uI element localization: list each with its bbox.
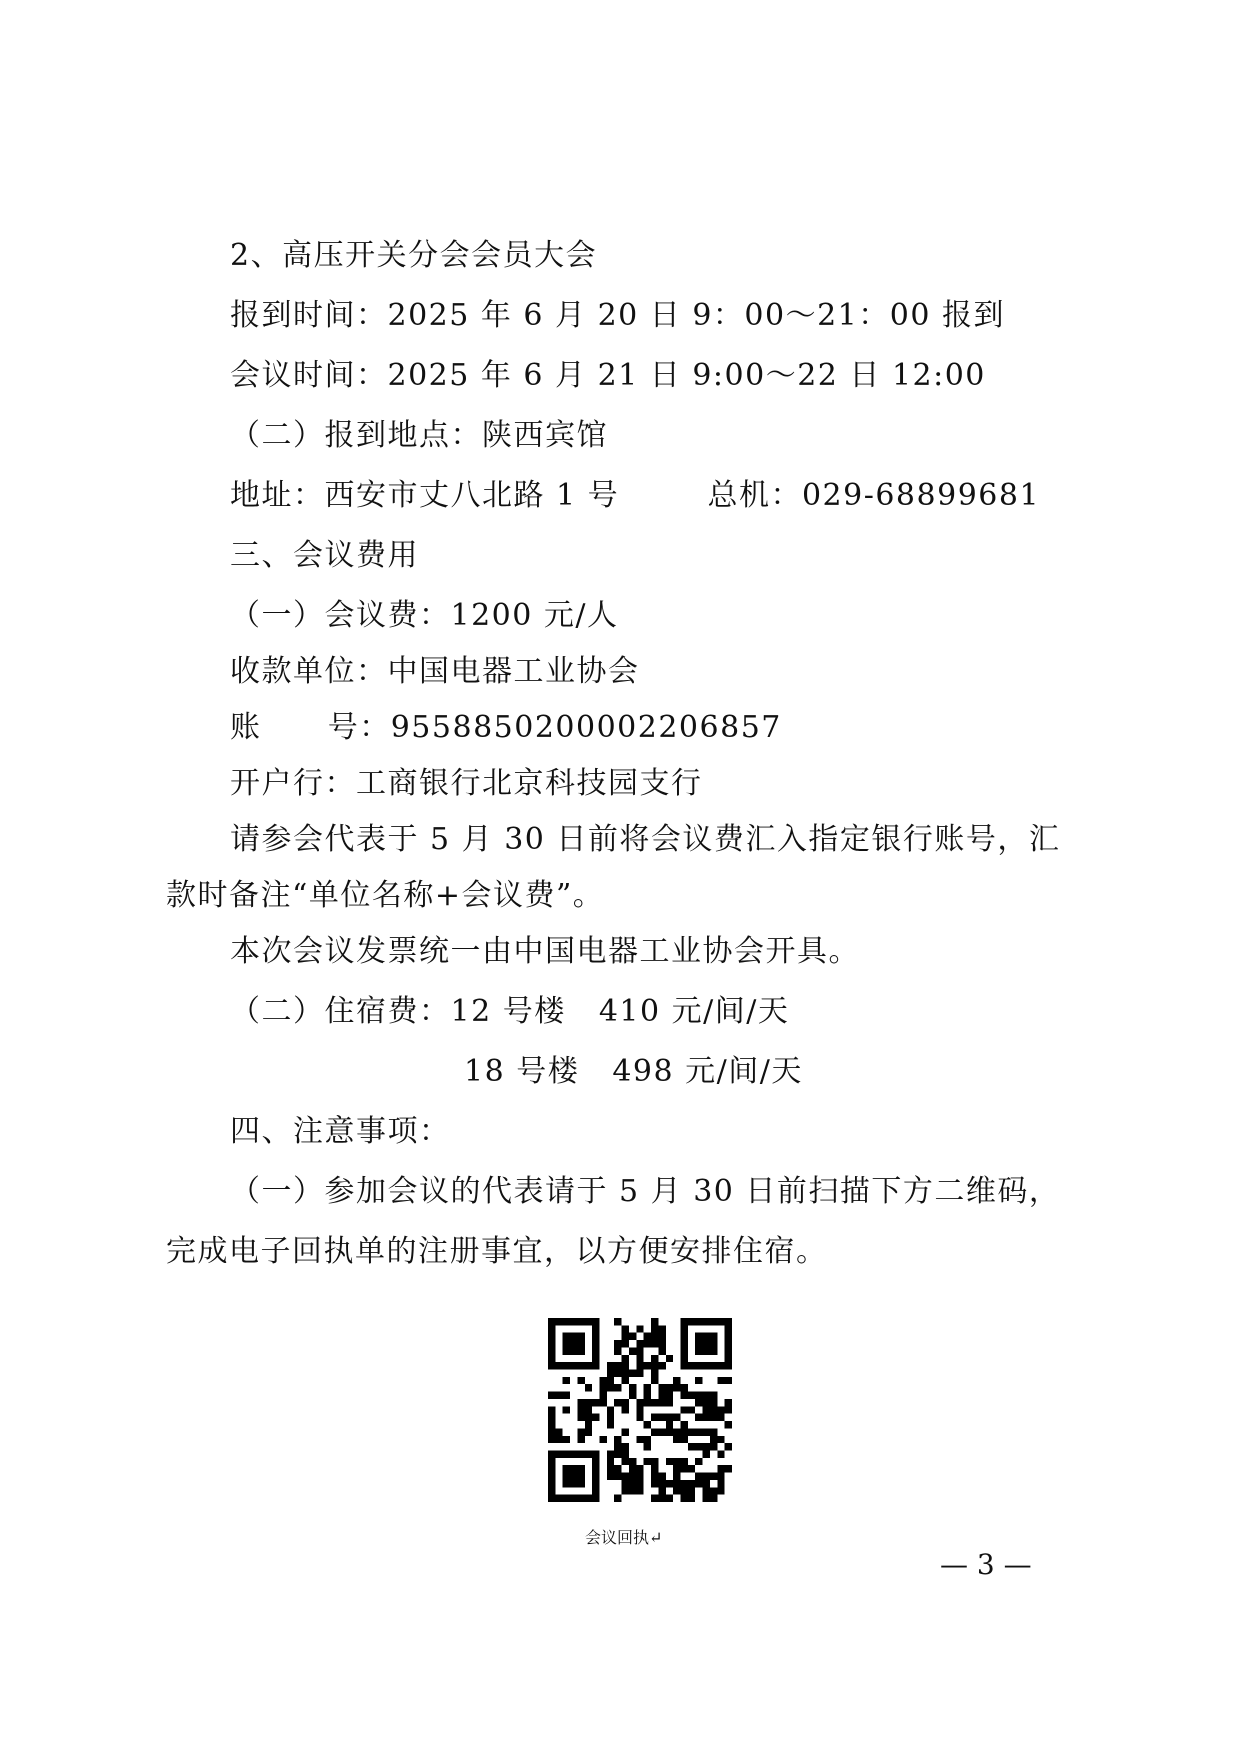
conference-fee: （一）会议费：1200 元/人 [230,598,619,633]
accommodation-fee-18: 18 号楼 498 元/间/天 [464,1054,803,1089]
payment-instruction: 请参会代表于 5 月 30 日前将会议费汇入指定银行账号，汇 [230,822,1061,857]
account-number: 账 号：9558850200002206857 [230,710,782,745]
page-number: — 3 — [940,1548,1032,1581]
invoice-note: 本次会议发票统一由中国电器工业协会开具。 [230,934,860,969]
section-heading-notes: 四、注意事项： [230,1114,451,1149]
qr-code-image[interactable] [548,1318,732,1502]
payment-instruction-cont: 款时备注“单位名称+会议费”。 [166,878,605,913]
note-qr-instruction: （一）参加会议的代表请于 5 月 30 日前扫描下方二维码， [230,1174,1061,1209]
meeting-time: 会议时间：2025 年 6 月 21 日 9:00～22 日 12:00 [230,358,986,393]
bank-branch: 开户行：工商银行北京科技园支行 [230,766,703,801]
registration-location: （二）报到地点：陕西宾馆 [230,418,608,453]
section-heading-high-voltage: 2、高压开关分会会员大会 [230,238,598,273]
note-qr-instruction-cont: 完成电子回执单的注册事宜，以方便安排住宿。 [166,1234,828,1269]
payee: 收款单位：中国电器工业协会 [230,654,640,689]
qr-caption: 会议回执↵ [585,1528,663,1547]
registration-time: 报到时间：2025 年 6 月 20 日 9：00～21：00 报到 [230,298,1005,333]
address-phone: 地址：西安市丈八北路 1 号 总机：029-68899681 [230,478,1041,513]
accommodation-fee-12: （二）住宿费：12 号楼 410 元/间/天 [230,994,790,1029]
section-heading-fees: 三、会议费用 [230,538,419,573]
